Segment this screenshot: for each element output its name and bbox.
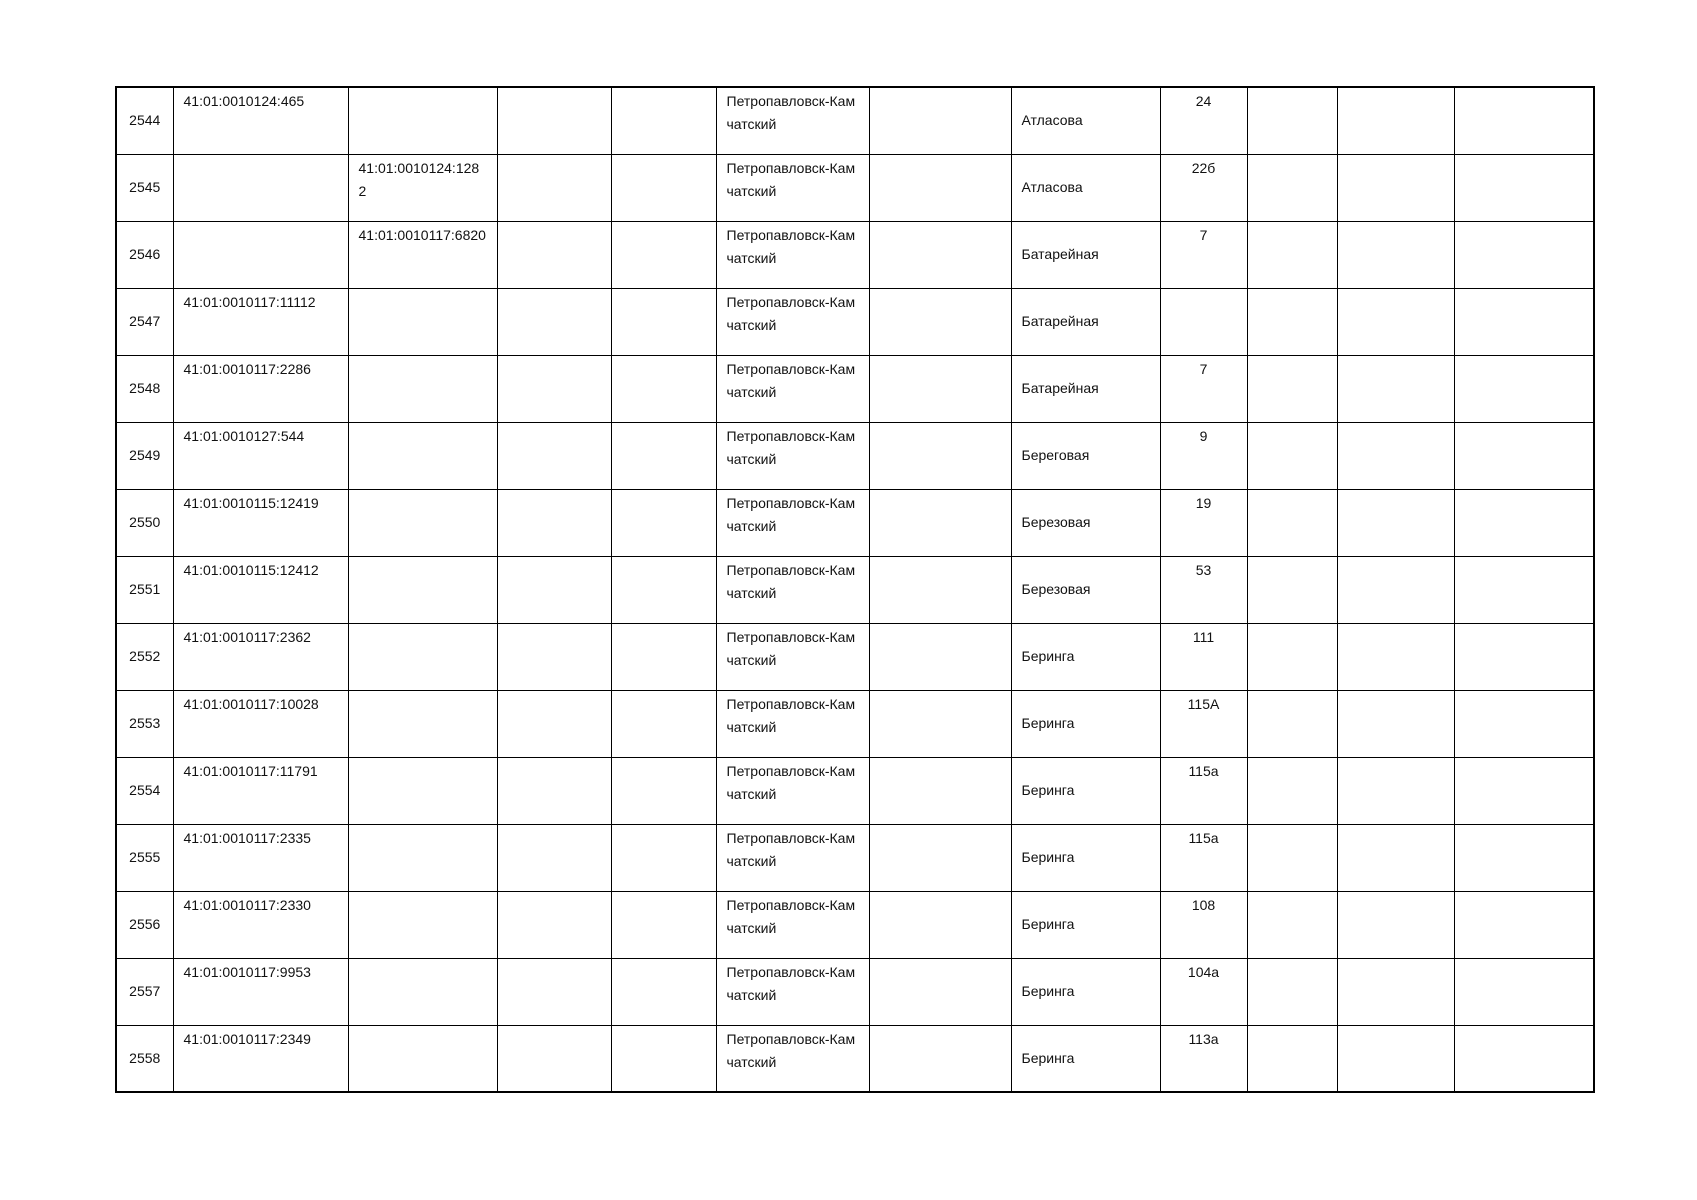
empty-cell — [1454, 891, 1594, 958]
empty-cell — [611, 87, 716, 154]
house-number-cell: 19 — [1160, 489, 1247, 556]
table-row — [116, 757, 1594, 824]
empty-cell — [1247, 489, 1337, 556]
city-cell: Петропавловск-Камчатский — [716, 623, 869, 690]
cadastral-number-alt-cell — [348, 891, 497, 958]
street-cell: Беринга — [1011, 824, 1160, 891]
street-cell: Беринга — [1011, 958, 1160, 1025]
row-number-cell: 2555 — [116, 824, 173, 891]
empty-cell — [1454, 288, 1594, 355]
empty-cell — [1337, 891, 1454, 958]
empty-cell — [1454, 87, 1594, 154]
empty-cell — [497, 154, 611, 221]
empty-cell — [1454, 690, 1594, 757]
cadastral-number-cell: 41:01:0010117:2286 — [173, 355, 348, 422]
empty-cell — [497, 87, 611, 154]
row-number-cell: 2554 — [116, 757, 173, 824]
cadastral-number-alt-cell — [348, 288, 497, 355]
empty-cell — [1247, 690, 1337, 757]
street-cell: Беринга — [1011, 1025, 1160, 1092]
city-cell: Петропавловск-Камчатский — [716, 221, 869, 288]
house-number-cell: 9 — [1160, 422, 1247, 489]
row-number-cell: 2548 — [116, 355, 173, 422]
cadastral-number-cell: 41:01:0010117:11112 — [173, 288, 348, 355]
empty-cell — [869, 355, 1011, 422]
empty-cell — [611, 1025, 716, 1092]
house-number-cell: 7 — [1160, 221, 1247, 288]
cadastral-number-cell: 41:01:0010117:2362 — [173, 623, 348, 690]
empty-cell — [1337, 355, 1454, 422]
empty-cell — [611, 690, 716, 757]
house-number-cell: 108 — [1160, 891, 1247, 958]
cadastral-number-alt-cell — [348, 824, 497, 891]
empty-cell — [497, 1025, 611, 1092]
cadastral-number-alt-cell — [348, 958, 497, 1025]
empty-cell — [611, 891, 716, 958]
cadastral-number-cell: 41:01:0010127:544 — [173, 422, 348, 489]
street-cell: Батарейная — [1011, 221, 1160, 288]
empty-cell — [497, 556, 611, 623]
row-number-cell: 2545 — [116, 154, 173, 221]
empty-cell — [1337, 422, 1454, 489]
empty-cell — [1247, 154, 1337, 221]
cadastral-number-cell: 41:01:0010117:2330 — [173, 891, 348, 958]
empty-cell — [1454, 757, 1594, 824]
table-row — [116, 824, 1594, 891]
city-cell: Петропавловск-Камчатский — [716, 690, 869, 757]
cadastral-number-alt-cell — [348, 623, 497, 690]
empty-cell — [1454, 556, 1594, 623]
empty-cell — [1247, 422, 1337, 489]
empty-cell — [1337, 824, 1454, 891]
city-cell: Петропавловск-Камчатский — [716, 1025, 869, 1092]
table-row — [116, 958, 1594, 1025]
empty-cell — [869, 288, 1011, 355]
row-number-cell: 2544 — [116, 87, 173, 154]
empty-cell — [611, 355, 716, 422]
house-number-cell: 115а — [1160, 824, 1247, 891]
empty-cell — [869, 87, 1011, 154]
empty-cell — [611, 958, 716, 1025]
table-row — [116, 355, 1594, 422]
street-cell: Беринга — [1011, 891, 1160, 958]
cadastral-number-cell: 41:01:0010115:12412 — [173, 556, 348, 623]
table-row — [116, 154, 1594, 221]
empty-cell — [1247, 824, 1337, 891]
empty-cell — [1247, 221, 1337, 288]
table-row — [116, 623, 1594, 690]
cadastral-number-alt-cell — [348, 355, 497, 422]
house-number-cell: 7 — [1160, 355, 1247, 422]
row-number-cell: 2552 — [116, 623, 173, 690]
cadastral-number-alt-cell — [348, 422, 497, 489]
city-cell: Петропавловск-Камчатский — [716, 824, 869, 891]
house-number-cell: 113а — [1160, 1025, 1247, 1092]
row-number-cell: 2556 — [116, 891, 173, 958]
empty-cell — [1454, 958, 1594, 1025]
city-cell: Петропавловск-Камчатский — [716, 355, 869, 422]
empty-cell — [497, 690, 611, 757]
row-number-cell: 2551 — [116, 556, 173, 623]
city-cell: Петропавловск-Камчатский — [716, 958, 869, 1025]
empty-cell — [1337, 221, 1454, 288]
empty-cell — [1454, 154, 1594, 221]
empty-cell — [611, 556, 716, 623]
street-cell: Береговая — [1011, 422, 1160, 489]
empty-cell — [1337, 1025, 1454, 1092]
row-number-cell: 2553 — [116, 690, 173, 757]
house-number-cell: 24 — [1160, 87, 1247, 154]
house-number-cell: 53 — [1160, 556, 1247, 623]
empty-cell — [1247, 288, 1337, 355]
street-cell: Батарейная — [1011, 288, 1160, 355]
empty-cell — [497, 422, 611, 489]
empty-cell — [1337, 958, 1454, 1025]
empty-cell — [1337, 87, 1454, 154]
row-number-cell: 2547 — [116, 288, 173, 355]
street-cell: Беринга — [1011, 757, 1160, 824]
city-cell: Петропавловск-Камчатский — [716, 556, 869, 623]
city-cell: Петропавловск-Камчатский — [716, 154, 869, 221]
house-number-cell: 115а — [1160, 757, 1247, 824]
empty-cell — [497, 288, 611, 355]
empty-cell — [869, 958, 1011, 1025]
empty-cell — [497, 958, 611, 1025]
empty-cell — [1247, 623, 1337, 690]
cadastral-number-cell: 41:01:0010117:9953 — [173, 958, 348, 1025]
table-row — [116, 422, 1594, 489]
table-row — [116, 489, 1594, 556]
cadastral-number-cell — [173, 154, 348, 221]
street-cell: Атласова — [1011, 87, 1160, 154]
empty-cell — [869, 154, 1011, 221]
empty-cell — [1247, 891, 1337, 958]
empty-cell — [1247, 1025, 1337, 1092]
empty-cell — [497, 221, 611, 288]
empty-cell — [611, 824, 716, 891]
table-row — [116, 288, 1594, 355]
empty-cell — [1454, 623, 1594, 690]
empty-cell — [611, 422, 716, 489]
table-row — [116, 1025, 1594, 1092]
empty-cell — [869, 1025, 1011, 1092]
table-row — [116, 87, 1594, 154]
empty-cell — [1454, 824, 1594, 891]
empty-cell — [611, 288, 716, 355]
empty-cell — [497, 489, 611, 556]
empty-cell — [869, 757, 1011, 824]
cadastral-number-alt-cell: 41:01:0010124:1282 — [348, 154, 497, 221]
empty-cell — [1247, 355, 1337, 422]
row-number-cell: 2549 — [116, 422, 173, 489]
house-number-cell: 115А — [1160, 690, 1247, 757]
street-cell: Батарейная — [1011, 355, 1160, 422]
cadastral-number-alt-cell — [348, 556, 497, 623]
street-cell: Березовая — [1011, 489, 1160, 556]
cadastral-number-alt-cell — [348, 757, 497, 824]
empty-cell — [497, 757, 611, 824]
row-number-cell: 2546 — [116, 221, 173, 288]
street-cell: Березовая — [1011, 556, 1160, 623]
table-row — [116, 221, 1594, 288]
cadastral-number-cell: 41:01:0010124:465 — [173, 87, 348, 154]
empty-cell — [869, 422, 1011, 489]
registry-table — [115, 86, 1595, 1093]
empty-cell — [869, 489, 1011, 556]
street-cell: Беринга — [1011, 623, 1160, 690]
empty-cell — [1337, 690, 1454, 757]
empty-cell — [611, 757, 716, 824]
empty-cell — [1454, 489, 1594, 556]
empty-cell — [1247, 757, 1337, 824]
cadastral-number-alt-cell — [348, 690, 497, 757]
empty-cell — [869, 824, 1011, 891]
table-body — [116, 87, 1594, 1092]
empty-cell — [1247, 958, 1337, 1025]
empty-cell — [1337, 489, 1454, 556]
empty-cell — [611, 154, 716, 221]
empty-cell — [611, 221, 716, 288]
house-number-cell — [1160, 288, 1247, 355]
empty-cell — [1337, 154, 1454, 221]
empty-cell — [1337, 623, 1454, 690]
empty-cell — [611, 489, 716, 556]
empty-cell — [1337, 556, 1454, 623]
cadastral-number-alt-cell — [348, 1025, 497, 1092]
cadastral-number-alt-cell: 41:01:0010117:6820 — [348, 221, 497, 288]
cadastral-number-cell — [173, 221, 348, 288]
row-number-cell: 2550 — [116, 489, 173, 556]
row-number-cell: 2557 — [116, 958, 173, 1025]
empty-cell — [869, 891, 1011, 958]
house-number-cell: 104а — [1160, 958, 1247, 1025]
empty-cell — [869, 556, 1011, 623]
empty-cell — [1454, 355, 1594, 422]
empty-cell — [611, 623, 716, 690]
cadastral-number-cell: 41:01:0010117:11791 — [173, 757, 348, 824]
table-row — [116, 690, 1594, 757]
table-row — [116, 556, 1594, 623]
cadastral-number-cell: 41:01:0010115:12419 — [173, 489, 348, 556]
empty-cell — [869, 221, 1011, 288]
house-number-cell: 111 — [1160, 623, 1247, 690]
empty-cell — [1454, 221, 1594, 288]
table-row — [116, 891, 1594, 958]
cadastral-number-cell: 41:01:0010117:10028 — [173, 690, 348, 757]
city-cell: Петропавловск-Камчатский — [716, 891, 869, 958]
row-number-cell: 2558 — [116, 1025, 173, 1092]
street-cell: Атласова — [1011, 154, 1160, 221]
empty-cell — [1247, 87, 1337, 154]
empty-cell — [1454, 1025, 1594, 1092]
city-cell: Петропавловск-Камчатский — [716, 87, 869, 154]
cadastral-number-alt-cell — [348, 489, 497, 556]
empty-cell — [1247, 556, 1337, 623]
street-cell: Беринга — [1011, 690, 1160, 757]
empty-cell — [1337, 288, 1454, 355]
empty-cell — [497, 355, 611, 422]
city-cell: Петропавловск-Камчатский — [716, 489, 869, 556]
city-cell: Петропавловск-Камчатский — [716, 288, 869, 355]
empty-cell — [869, 690, 1011, 757]
empty-cell — [497, 891, 611, 958]
cadastral-number-cell: 41:01:0010117:2335 — [173, 824, 348, 891]
empty-cell — [497, 623, 611, 690]
cadastral-number-alt-cell — [348, 87, 497, 154]
city-cell: Петропавловск-Камчатский — [716, 757, 869, 824]
cadastral-number-cell: 41:01:0010117:2349 — [173, 1025, 348, 1092]
city-cell: Петропавловск-Камчатский — [716, 422, 869, 489]
empty-cell — [497, 824, 611, 891]
empty-cell — [869, 623, 1011, 690]
house-number-cell: 22б — [1160, 154, 1247, 221]
empty-cell — [1454, 422, 1594, 489]
empty-cell — [1337, 757, 1454, 824]
